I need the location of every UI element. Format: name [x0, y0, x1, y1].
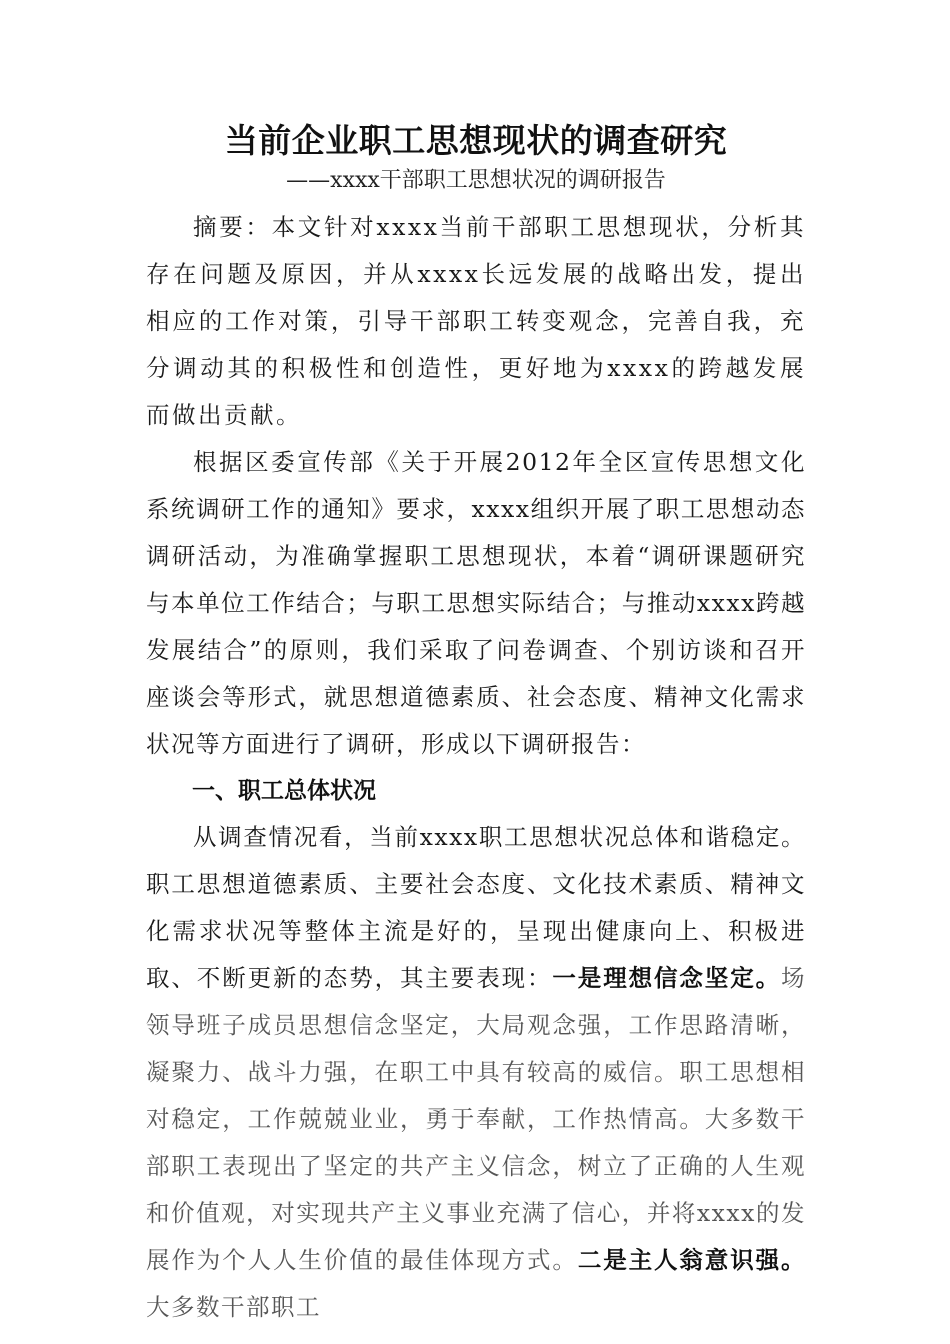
highlight-text: 二是主人翁意识强。 — [577, 1246, 807, 1274]
paragraph-text: 从调查情况看，当前xxxx职工思想状况总体和谐稳定。职工思想道德素质、主要社会态度、文化技术素质、精神文化需求状况等整体主流是好的，呈现出健康向上、积极进取、不断更新的态势，其主要表现： — [146, 823, 806, 992]
section-paragraph — [146, 814, 806, 1331]
paragraph-text: 场领导班子成员思想信念坚定，大局观念强，工作思路清晰，凝聚力、战斗力强，在职工中具有较高的威信。职工思想相对稳定，工作兢兢业业，勇于奉献，工作热情高。大多数干部职工表现出了坚定的共产主义信念，树立了正确的人生观和价值观，对实现共产主义事业充满了信心，并将xxxx的发展作为个人人生价值的最佳体现方式。 — [146, 964, 807, 1274]
document-subtitle: ——xxxx干部职工思想状况的调研报告 — [286, 168, 666, 193]
document-title: 当前企业职工思想现状的调查研究 — [224, 121, 728, 160]
abstract-paragraph: 摘要：本文针对xxxx当前干部职工思想现状，分析其存在问题及原因，并从xxxx长远发展的战略出发，提出相应的工作对策，引导干部职工转变观念，完善自我，充分调动其的积极性和创造性，更好地为xxxx的跨越发展而做出贡献。 — [146, 213, 806, 429]
section-heading: 一、职工总体状况 — [192, 778, 376, 804]
paragraph-text: 大多数干部职工 — [146, 1293, 321, 1321]
document-page — [146, 118, 806, 1331]
intro-paragraph: 根据区委宣传部《关于开展2012年全区宣传思想文化系统调研工作的通知》要求，xxxx组织开展了职工思想动态调研活动，为准确掌握职工思想现状，本着“调研课题研究与本单位工作结合；与职工思想实际结合；与推动xxxx跨越发展结合”的原则，我们采取了问卷调查、个别访谈和召开座谈会等形式，就思想道德素质、社会态度、精神文化需求状况等方面进行了调研，形成以下调研报告： — [146, 448, 806, 758]
highlight-text: 一是理想信念坚定。 — [552, 964, 782, 992]
